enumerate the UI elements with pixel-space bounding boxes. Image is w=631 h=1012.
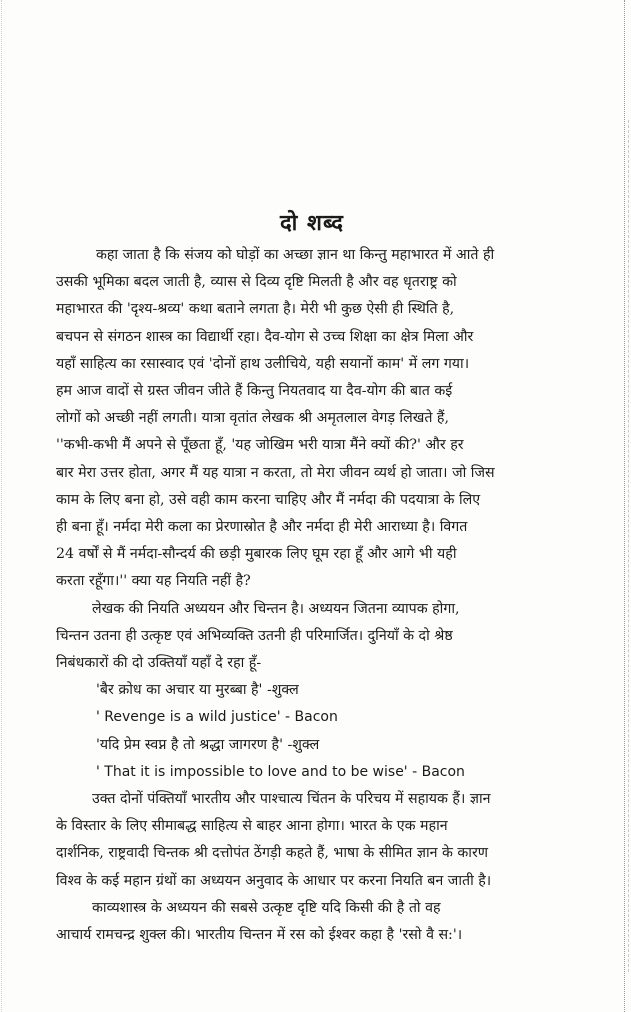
text-line: 24 वर्षों से मैं नर्मदा-सौन्दर्य की छड़ी मुबारक लिए घूम रहा हूँ और आगे भी यही <box>56 546 457 563</box>
text-line: बचपन से संगठन शास्त्र का विद्यार्थी रहा। दैव-योग से उच्च शिक्षा का क्षेत्र मिला और <box>56 328 474 345</box>
text-line: करता रहूँगा।'' क्या यह नियति नहीं है? <box>56 573 251 590</box>
text-line: निबंधकारों की दो उक्तियाँ यहाँ दे रहा हूँ- <box>56 655 262 672</box>
page-title: दो शब्द <box>279 211 344 236</box>
document-page <box>56 208 568 949</box>
page-edge-right <box>624 0 625 1012</box>
text-line: यहाँ साहित्य का रसास्वाद एवं 'दोनों हाथ उलीचिये, यही सयानों काम' में लग गया। <box>56 355 470 372</box>
text-line: ही बना हूँ। नर्मदा मेरी कला का प्रेरणास्रोत है और नर्मदा ही मेरी आराध्या है। विगत <box>56 519 468 536</box>
text-line: के विस्तार के लिए सीमाबद्ध साहित्य से बाहर आना होगा। भारत के एक महान <box>56 818 448 835</box>
text-line: आचार्य रामचन्द्र शुक्ल की। भारतीय चिन्तन में रस को ईश्वर कहा है 'रसो वै स:'। <box>56 927 463 944</box>
quotes-block <box>96 677 568 786</box>
page-edge-right-inner <box>628 120 629 972</box>
text-line: बार मेरा उत्तर होता, अगर मैं यह यात्रा न करता, तो मेरा जीवन व्यर्थ हो जाता। जो जिस <box>56 464 495 481</box>
quote-line: 'यदि प्रेम स्वप्न है तो श्रद्धा जागरण है' -शुक्ल <box>96 736 320 753</box>
text-line: महाभारत की 'दृश्य-श्रव्य' कथा बताने लगता है। मेरी भी कुछ ऐसी ही स्थिति है, <box>56 301 455 318</box>
text-line: उक्त दोनों पंक्तियाँ भारतीय और पाश्चात्य चिंतन के परिचय में सहायक हैं। ज्ञान <box>92 791 491 808</box>
text-line: लेखक की नियति अध्ययन और चिन्तन है। अध्ययन जितना व्यापक होगा, <box>92 600 460 617</box>
paragraph-4 <box>56 895 568 949</box>
paragraph-3 <box>56 786 568 895</box>
text-line: दार्शनिक, राष्ट्रवादी चिन्तक श्री दत्तोपंत ठेंगड़ी कहते हैं, भाषा के सीमित ज्ञान के कारण <box>56 845 489 862</box>
quote-line: ' Revenge is a wild justice' - Bacon <box>96 709 338 726</box>
paragraph-1 <box>56 242 568 596</box>
paragraph-2 <box>56 596 568 678</box>
quote-line: 'बैर क्रोध का अचार या मुरब्बा है' -शुक्ल <box>96 682 299 699</box>
page-edge-left <box>1 0 2 1012</box>
text-line: चिन्तन उतना ही उत्कृष्ट एवं अभिव्यक्ति उतनी ही परिमार्जित। दुनियाँ के दो श्रेष्ठ <box>56 627 453 644</box>
text-line: उसकी भूमिका बदल जाती है, व्यास से दिव्य दृष्टि मिलती है और वह धृतराष्ट्र को <box>56 274 457 291</box>
quote-line: ' That it is impossible to love and to be wise' - Bacon <box>96 763 465 780</box>
text-line: काव्यशास्त्र के अध्ययन की सबसे उत्कृष्ट दृष्टि यदि किसी की है तो वह <box>92 899 441 916</box>
text-line: काम के लिए बना हो, उसे वही काम करना चाहिए और मैं नर्मदा की पदयात्रा के लिए <box>56 491 481 508</box>
text-line: ''कभी-कभी मैं अपने से पूँछता हूँ, 'यह जोखिम भरी यात्रा मैंने क्यों की?' और हर <box>56 437 464 454</box>
text-line: विश्व के कई महान ग्रंथों का अध्ययन अनुवाद के आधार पर करना नियति बन जाती है। <box>56 872 492 889</box>
text-line: हम आज वादों से ग्रस्त जीवन जीते हैं किन्तु नियतवाद या दैव-योग की बात कई <box>56 383 453 400</box>
text-line: कहा जाता है कि संजय को घोड़ों का अच्छा ज्ञान था किन्तु महाभारत में आते ही <box>96 247 495 263</box>
text-line: लोगों को अच्छी नहीं लगती। यात्रा वृतांत लेखक श्री अमृतलाल वेगड़ लिखते हैं, <box>56 410 449 427</box>
